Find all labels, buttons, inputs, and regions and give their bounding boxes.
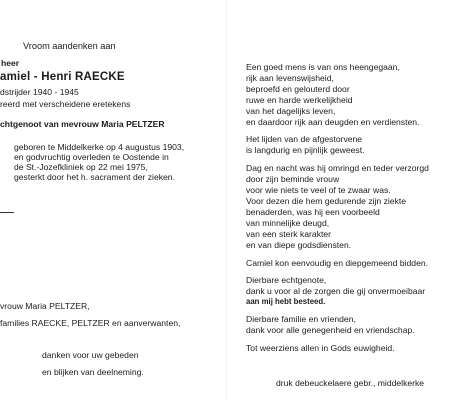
bio-line: de St.-Jozefkliniek op 22 mei 1975, xyxy=(14,162,148,172)
poem-line: dank u voor al de zorgen die gij onvermoeibaar xyxy=(246,286,426,296)
title-heer: heer xyxy=(1,58,20,68)
poem-line: Het lijden van de afgestorvene xyxy=(246,134,363,144)
poem-line: Tot weerziens allen in Gods euwigheid. xyxy=(246,343,395,353)
honors-text: reerd met verscheidene eretekens xyxy=(0,99,131,109)
spouse-line: chtgenoot van mevrouw Maria PELTZER xyxy=(0,119,165,129)
thanks-line: danken voor uw gebeden xyxy=(42,350,139,360)
poem-line: van een sterk karakter xyxy=(246,229,332,239)
card-fold-line xyxy=(226,0,227,400)
intro-text: Vroom aandenken aan xyxy=(23,41,116,51)
poem-line: benaderden, was hij een voorbeeld xyxy=(246,207,380,217)
divider xyxy=(0,212,14,213)
poem-line: Dierbare echtgenote, xyxy=(246,275,327,285)
poem-line: Dierbare familie en vrienden, xyxy=(246,314,356,324)
poem-line: Een goed mens is van ons heengegaan, xyxy=(246,62,400,72)
family-line: families RAECKE, PELTZER en aanverwanten, xyxy=(0,318,181,328)
poem-line: Camiel kon eenvoudig en diepgemeend bidden. xyxy=(246,258,429,268)
poem-line: en daardoor rijk aan deugden en verdiensten. xyxy=(246,117,420,127)
printer-credit: druk debeuckelaere gebr., middelkerke xyxy=(276,378,425,388)
poem-line: ruwe en harde werkelijkheid xyxy=(246,95,353,105)
poem-line: is langdurig en pijnlijk geweest. xyxy=(246,145,365,155)
poem-line: van minnelijke deugd, xyxy=(246,218,330,228)
bio-line: geboren te Middelkerke op 4 augustus 1903, xyxy=(14,142,185,152)
poem-line: dank voor alle genegenheid en vriendschap. xyxy=(246,325,415,335)
family-line: vrouw Maria PELTZER, xyxy=(0,301,90,311)
veteran-role: dstrijder 1940 - 1945 xyxy=(0,87,79,97)
poem-line: voor wie niets te veel of te zwaar was. xyxy=(246,185,391,195)
poem-line: en van diepe godsdiensten. xyxy=(246,240,352,250)
poem-line: van het dagelijks leven, xyxy=(246,106,336,116)
thanks-line: en blijken van deelneming. xyxy=(42,367,144,377)
poem-line: door zijn beminde vrouw xyxy=(246,174,340,184)
poem-line: Voor dezen die hem gedurende zijn ziekte xyxy=(246,196,407,206)
bio-line: gesterkt door het h. sacrament der zieken. xyxy=(14,172,175,182)
deceased-name: amiel - Henri RAECKE xyxy=(0,71,125,83)
bio-line: en godvruchtig overleden te Oostende in xyxy=(14,152,169,162)
poem-line: Dag en nacht was hij omringd en teder verzorgd xyxy=(246,163,429,173)
poem-line: beproefd en gelouterd door xyxy=(246,84,350,94)
poem-line: rijk aan levenswijsheid, xyxy=(246,73,334,83)
poem-line: aan mij hebt besteed. xyxy=(246,297,326,306)
